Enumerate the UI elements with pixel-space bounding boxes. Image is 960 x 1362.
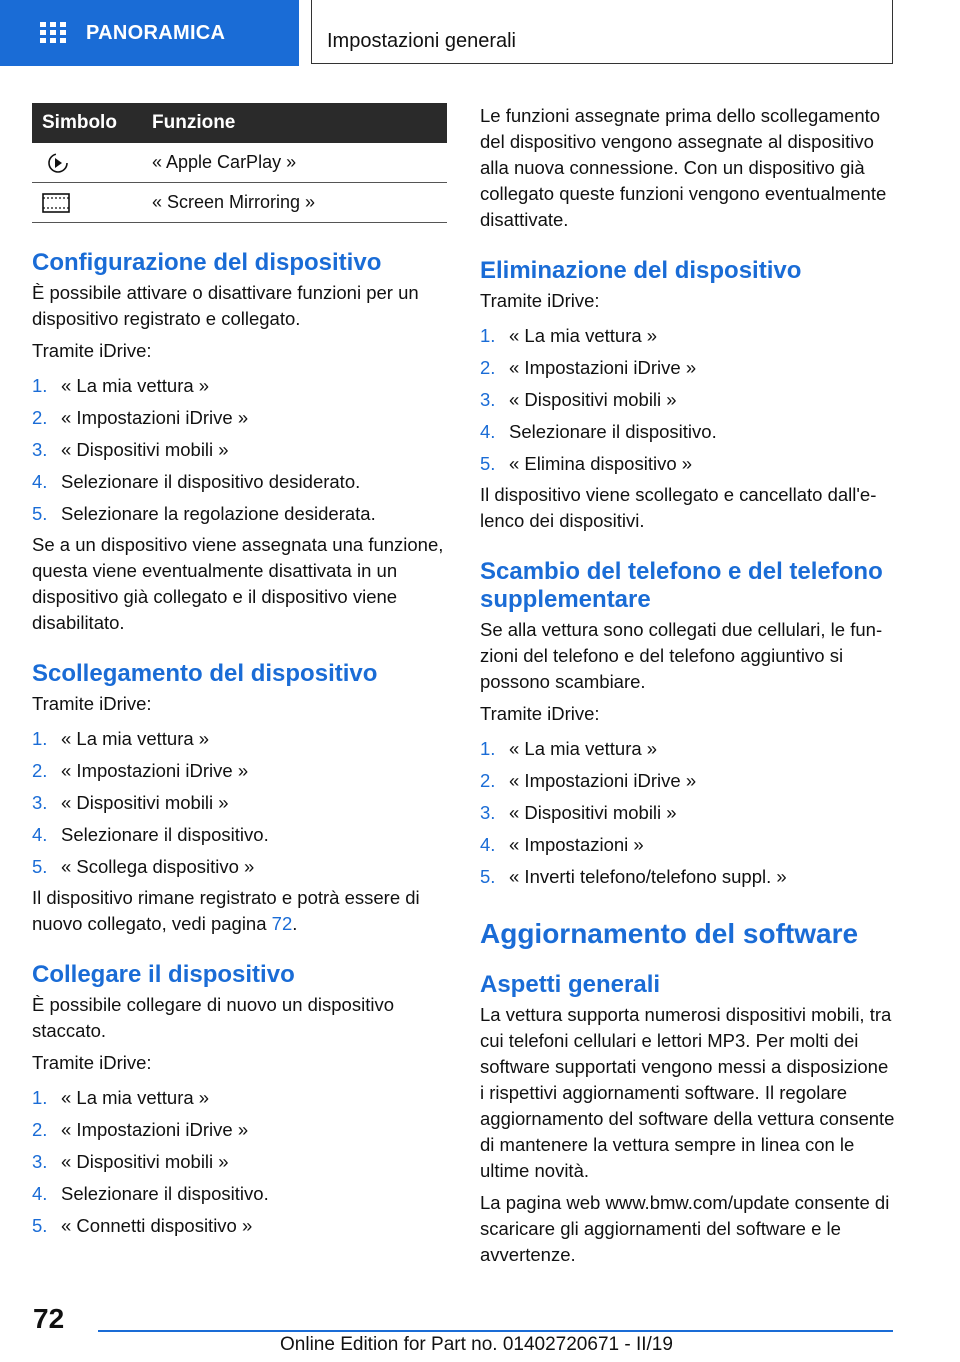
footer-divider [98,1330,893,1332]
paragraph: Le funzioni assegnate prima dello scollegamento del dispositivo vengono assegnate al dispositivo alla nuova connessione. Con un dispositivo già collegato queste funzioni vengono eventualmente disattivate. [480,105,887,230]
list-item: 1. « La mia vettura » [32,1087,210,1108]
paragraph: La vettura supporta numerosi dispositivi mobili, tra cui telefoni cellulari e lettori MP3. Per molti dei software supportati vengono messi a disposizione i rispettivi aggiornamenti software. Il regolare aggiornamento del software della vettura consente di mantenere la vettura sempre in linea con le ultime novità. [480,1004,895,1181]
paragraph: È possibile attivare o disattivare funzioni per un dispositivo registrato e collegato. [32,282,419,329]
section-heading: Configurazione del dispositivo [32,249,382,276]
disconnect-section [32,660,447,937]
steps-list [480,733,895,893]
paragraph: Se a un dispositivo viene assegnata una funzione, questa viene eventualmente disattivata in un dispositivo già collegato e il dispositivo viene disabilitato. [32,534,444,633]
paragraph: È possibile collegare di nuovo un dispositivo staccato. [32,994,394,1041]
paragraph: Tramite iDrive: [32,340,152,361]
steps-list [32,1082,447,1242]
table-header-row [32,103,447,143]
list-item: 4. Selezionare il dispositivo. [32,1183,269,1204]
list-item: 5. « Inverti telefono/telefono suppl. » [480,866,787,887]
table-row [32,143,447,183]
list-item: 1. « La mia vettura » [32,375,210,396]
list-item: 2. « Impostazioni iDrive » [480,770,697,791]
steps-list [32,370,447,530]
page-number: 72 [33,1303,65,1334]
list-item: 3. « Dispositivi mobili » [32,792,229,813]
section-title-tab[interactable] [311,0,893,64]
paragraph: Se alla vettura sono collegati due cellulari, le funzioni del telefono e del telefono aggiuntivo si possono scambiare. [480,619,883,692]
section-heading: Scambio del telefono e del telefono supplementare [480,558,883,613]
list-item: 5. « Elimina dispositivo » [480,453,693,474]
list-item: 3. « Dispositivi mobili » [32,1151,229,1172]
list-item: 4. Selezionare il dispositivo. [32,824,269,845]
table-row [32,183,447,223]
section-heading: Eliminazione del dispositivo [480,257,802,284]
chapter-heading: Aggiornamento del software [480,918,859,949]
list-item: 5. Selezionare la regolazione desiderata. [32,503,376,524]
steps-list [32,723,447,883]
table-cell: « Apple CarPlay » [152,143,447,183]
list-item: 1. « La mia vettura » [480,738,658,759]
table-cell: « Screen Mirroring » [152,183,447,223]
list-item: 2. « Impostazioni iDrive » [32,407,249,428]
list-item: 5. « Connetti dispositivo » [32,1215,253,1236]
overview-nav-button[interactable] [0,0,299,66]
paragraph: La pagina web www.bmw.com/update consente di scaricare gli aggiornamenti del software e le avvertenze. [480,1192,890,1265]
paragraph: Il dispositivo viene scollegato e cancellato dall'elenco dei dispositivi. [480,484,877,531]
section-heading: Aspetti generali [480,971,661,998]
list-item: 1. « La mia vettura » [32,728,210,749]
list-item: 5. « Scollega dispositivo » [32,856,255,877]
left-column [32,103,447,1242]
screen-mirroring-icon [42,193,70,213]
list-item: 3. « Dispositivi mobili » [32,439,229,460]
paragraph: Tramite iDrive: [480,703,600,724]
software-section [480,917,895,1268]
nav-label: PANORAMICA [86,21,226,44]
section-heading: Scollegamento del dispositivo [32,660,378,687]
list-item: 2. « Impostazioni iDrive » [32,760,249,781]
symbol-table [32,103,447,223]
config-section [32,249,447,636]
list-item: 4. « Impostazioni » [480,834,644,855]
top-bar [0,0,960,66]
list-item: 4. Selezionare il dispositivo. [480,421,717,442]
paragraph: Tramite iDrive: [480,290,600,311]
list-item: 3. « Dispositivi mobili » [480,802,677,823]
table-header: Simbolo [32,103,152,143]
section-title: Impostazioni generali [327,30,516,52]
connect-section [32,961,447,1242]
page-link[interactable]: 72 [271,913,293,934]
paragraph: Tramite iDrive: [32,693,152,714]
list-item: 3. « Dispositivi mobili » [480,389,677,410]
section-heading: Collegare il dispositivo [32,961,295,988]
list-item: 2. « Impostazioni iDrive » [32,1119,249,1140]
list-item: 1. « La mia vettura » [480,325,658,346]
paragraph: Il dispositivo rimane registrato e potrà essere di nuovo collegato, vedi pagina 72. [32,887,420,934]
table-header: Funzione [152,103,447,143]
list-item: 2. « Impostazioni iDrive » [480,357,697,378]
right-column [480,103,895,1268]
footer-edition: Online Edition for Part no. 01402720671 - II/19 [280,1334,673,1355]
grid-menu-icon [40,22,66,44]
delete-section [480,257,895,534]
play-circle-icon [47,152,69,174]
swap-section [480,558,895,893]
list-item: 4. Selezionare il dispositivo desiderato. [32,471,361,492]
steps-list [480,320,895,480]
paragraph: Tramite iDrive: [32,1052,152,1073]
